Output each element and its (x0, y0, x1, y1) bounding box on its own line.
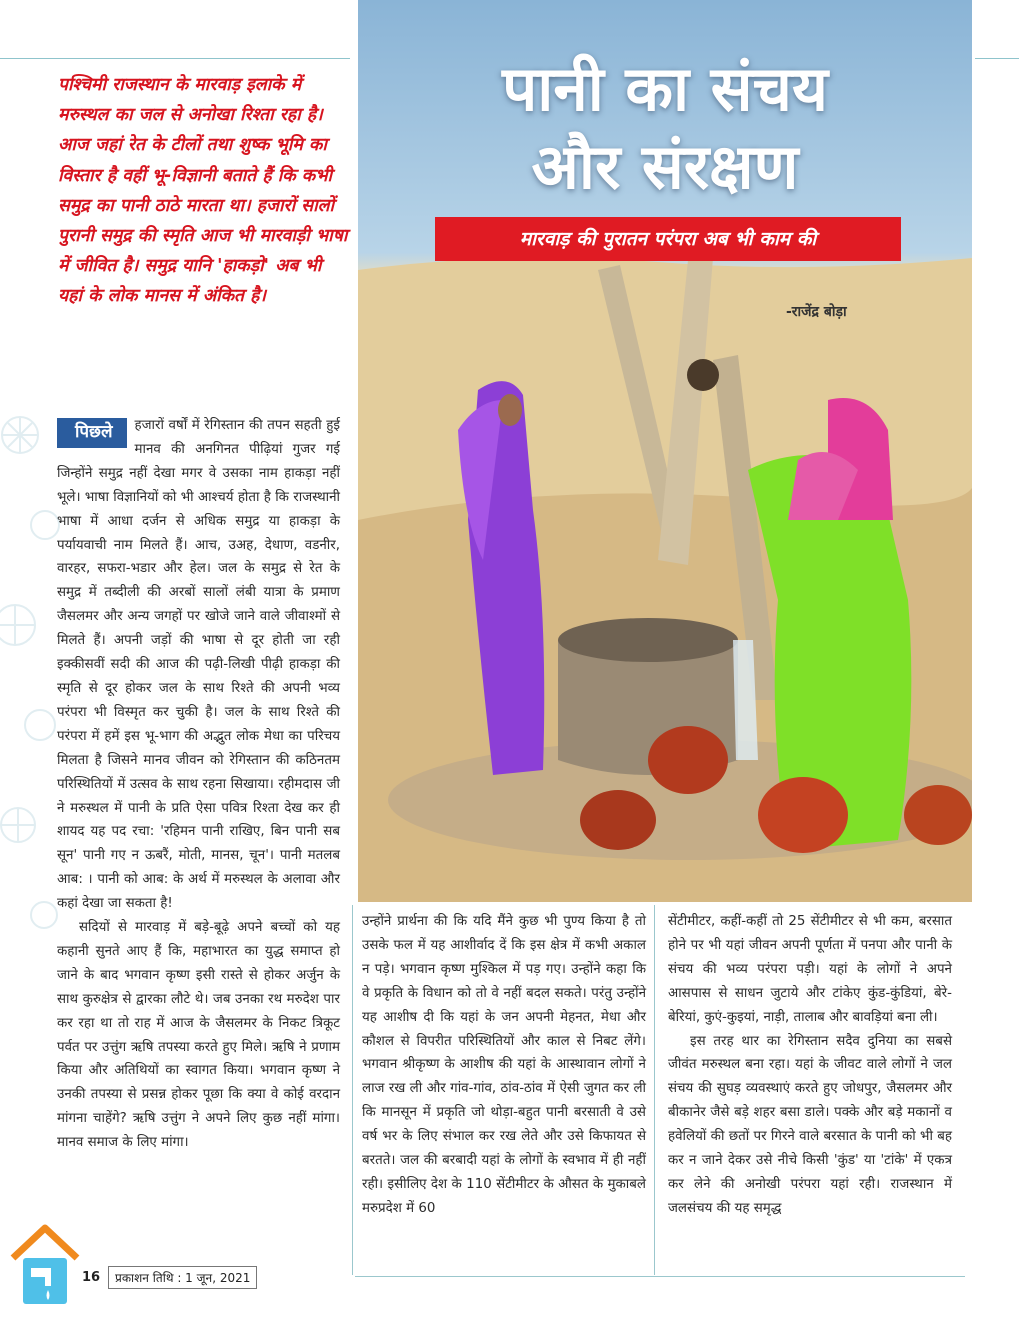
top-rule (0, 58, 350, 59)
body-column-2 (362, 910, 646, 1221)
subtitle-banner: मारवाड़ की पुरातन परंपरा अब भी काम की (435, 217, 901, 261)
author-byline: -राजेंद्र बोड़ा (786, 304, 847, 320)
page-number: 16 (82, 1270, 101, 1285)
intro-paragraph: पश्चिमी राजस्थान के मारवाड़ इलाके में मरुस्थल का जल से अनोखा रिश्ता रहा है। आज जहां रेत के टीलों तथा शुष्क भूमि का विस्तार है वहीं भू-विज्ञानी बताते हैं कि कभी समुद्र का पानी ठाठे मारता था। हजारों सालों पुरानी समुद्र की स्मृति आज भी मारवाड़ी भाषा में जीवित है। समुद्र यानि 'हाकड़ो' अब भी यहां के लोक मानस में अंकित है। (58, 75, 348, 307)
top-rule-right (975, 58, 1019, 59)
body-column-3 (668, 910, 952, 1221)
column-rule-2 (654, 905, 655, 1275)
body-paragraph: सेंटीमीटर, कहीं-कहीं तो 25 सेंटीमीटर से भी कम, बरसात होने पर भी यहां जीवन अपनी पूर्णता में पनपा और पानी के संचय की भव्य परंपरा पड़ी। यहां के लोगों ने अपने आसपास से साधन जुटाये और टांकेए कुंड-कुंडियां, बेरे-बेरियां, कुएं-कुइयां, नाड़ी, तालाब और बावड़ियां बना ली। (668, 914, 952, 1025)
body-paragraph: हजारों वर्षों में रेगिस्तान की तपन सहती हुई मानव की अनगिनत पीढ़ियां गुजर गई जिन्होंने समुद्र नहीं देखा मगर वे उसका नाम हाकड़ा नहीं भूले। भाषा विज्ञानियों को भी आश्चर्य होता है कि राजस्थानी भाषा में आधा दर्जन से अधिक समुद्र या हाकड़ा के पर्यायवाची नाम मिलते हैं। आच, उअह, देधाण, वडनीर, वारहर, सफरा-भडार और हेल। जल के समुद्र से रेत के समुद्र में तब्दीली की अरबों सालों लंबी यात्रा के प्रमाण जैसलमर और अन्य जगहों पर खोजे जाने वाले जीवाश्मों से मिलते हैं। अपनी जड़ों की भाषा से दूर होती जा रही इक्कीसवीं सदी की आज की पढ़ी-लिखी पीढ़ी हाकड़ा की स्मृति से दूर होकर जल के साथ रिश्ते की अपनी भव्य परंपरा भी विस्मृत कर चुकी है। जल के साथ रिश्ते की परंपरा में हमें इस भू-भाग की अद्भुत लोक मेधा का परिचय मिलता है जिसने मानव जीवन को रेगिस्तान की कठिनतम परिस्थितियों में उत्सव के साथ रहना सिखाया। रहीमदास जी ने मरुस्थल में पानी के प्रति ऐसा पवित्र रिश्ता देख कर ही शायद यह पद रचा: 'रहिमन पानी राखिए, बिन पानी सब सून' पानी गए न ऊबरैं, मोती, मानस, चून'। पानी मतलब आब: । पानी को आब: के अर्थ में मरुस्थल के अलावा और कहां देखा जा सकता है! (57, 418, 340, 912)
body-paragraph: उन्होंने प्रार्थना की कि यदि मैंने कुछ भी पुण्य किया है तो उसके फल में यह आशीर्वाद दें कि इस क्षेत्र में कभी अकाल न पड़े। भगवान कृष्ण मुश्किल में पड़ गए। उन्होंने कहा कि वे प्रकृति के विधान को तो वे नहीं बदल सकते। परंतु उन्होंने यह आशीष दी कि यहां के जन अपनी मेहनत, मेधा और कौशल से विपरीत परिस्थितियों और काल से निबट लेंगे। भगवान श्रीकृष्ण के आशीष की यहां के आस्थावान लोगों ने लाज रख ली और गांव-गांव, ठांव-ठांव में ऐसी जुगत कर ली कि मानसून में प्रकृति जो थोड़ा-बहुत पानी बरसाती वे उसे वर्ष भर के लिए संभाल कर रख लेते और उसे किफायत से बरतते। जल की बरबादी यहां के लोगों के स्वभाव में ही नहीं रही। इसीलिए देश के 110 सेंटीमीटर के औसत के मुकाबले मरुप्रदेश में 60 (362, 914, 646, 1216)
body-paragraph: सदियों से मारवाड़ में बड़े-बूढ़े अपने बच्चों को यह कहानी सुनते आए हैं कि, महाभारत का युद्ध समाप्त हो जाने के बाद भगवान कृष्ण इसी रास्ते से होकर अर्जुन के साथ कुरुक्षेत्र से द्वारका लौटे थे। जब उनका रथ मरुदेश पार कर रहा था तो राह में आज के जैसलमर के निकट त्रिकूट पर्वत पर उत्तुंग ऋषि तपस्या करते हुए मिले। ऋषि ने प्रणाम किया और अतिथियों का स्वागत किया। भगवान कृष्ण ने उनकी तपस्या से प्रसन्न होकर पूछा कि क्या वे कोई वरदान मांगना चाहेंगे? ऋषि उत्तुंग ने अपने लिए कुछ नहीं मांगा। मानव समाज के लिए मांगा। (57, 920, 340, 1151)
bottom-rule (355, 1276, 965, 1277)
snowflake-decoration-icon (0, 395, 62, 965)
publication-date: प्रकाशन तिथि : 1 जून, 2021 (108, 1266, 257, 1289)
water-tap-house-icon (9, 1220, 81, 1308)
column-rule-1 (352, 905, 353, 1275)
headline (358, 50, 972, 206)
body-column-1 (57, 414, 340, 1155)
hero-photo (358, 0, 972, 902)
body-paragraph: इस तरह थार का रेगिस्तान सदैव दुनिया का सबसे जीवंत मरुस्थल बना रहा। यहां के जीवट वाले लोगों ने जल संचय की सुघड़ व्यवस्थाएं करते हुए जोधपुर, जैसलमर और बीकानेर जैसे बड़े शहर बसा डाले। पक्के और बड़े मकानों व हवेलियों की छतों पर गिरने वाले बरसात के पानी को भी बह कर न जाने देकर उसे नीचे किसी 'कुंड' या 'टांके' में एकत्र कर लेने की अनोखी परंपरा यहां रही। राजस्थान में जलसंचय की यह समृद्ध (668, 1033, 952, 1216)
drop-word: पिछले (57, 418, 127, 448)
headline-line-2: और संरक्षण (531, 130, 799, 203)
headline-line-1: पानी का संचय (502, 52, 828, 125)
